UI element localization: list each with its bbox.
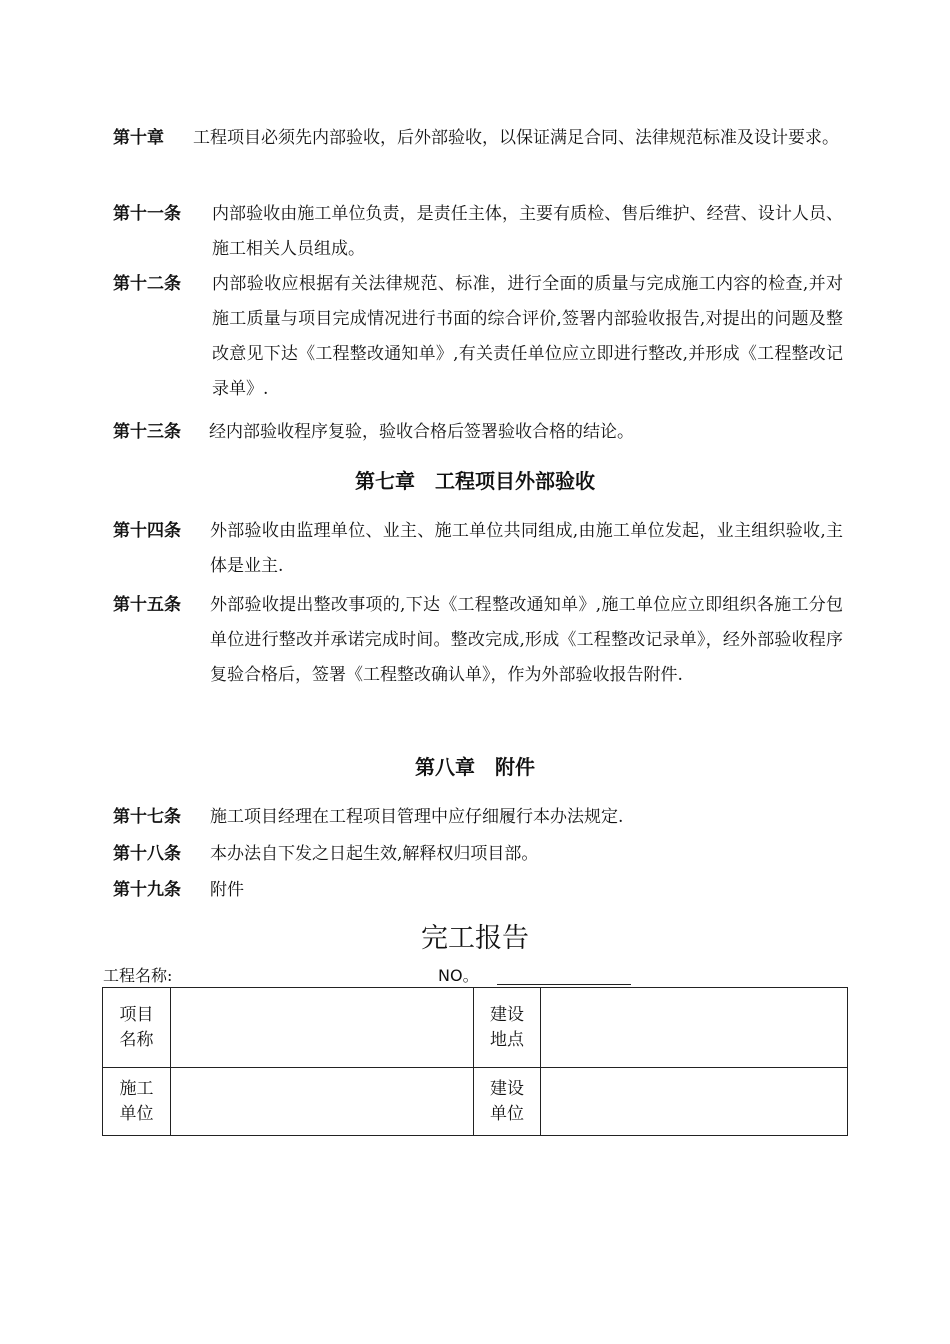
- report-number-field: [497, 984, 631, 985]
- article-label: 第十九条: [113, 880, 181, 900]
- article-12: [113, 267, 843, 407]
- table-row: [103, 1068, 848, 1136]
- cell-label: 建设 单位: [490, 1078, 524, 1124]
- cell-label: 项目 名称: [119, 1004, 154, 1050]
- cell-label: 建设 地点: [490, 1004, 524, 1050]
- article-17: [113, 800, 843, 835]
- cell-label: 施工 单位: [119, 1078, 154, 1124]
- article-label: 第十八条: [113, 844, 181, 864]
- article-13: [113, 415, 843, 450]
- article-11: [113, 197, 843, 267]
- article-text: 施工项目经理在工程项目管理中应仔细履行本办法规定.: [210, 807, 624, 827]
- project-name-label: 工程名称:: [103, 966, 173, 985]
- report-title: 完工报告: [421, 923, 529, 954]
- construction-site-value: [541, 988, 848, 1068]
- article-10: [113, 121, 843, 156]
- chapter-8-heading: 第八章 附件: [415, 755, 535, 779]
- article-18: [113, 837, 843, 872]
- chapter-7-heading: 第七章 工程项目外部验收: [355, 469, 595, 493]
- project-name-header: [103, 988, 171, 1068]
- article-19: [113, 873, 843, 908]
- article-text: 工程项目必须先内部验收，后外部验收，以保证满足合同、法律规范标准及设计要求。: [193, 128, 839, 148]
- article-label: 第十章: [113, 128, 164, 148]
- article-label: 第十四条: [113, 521, 181, 541]
- project-name-value: [171, 988, 474, 1068]
- contractor-value: [171, 1068, 474, 1136]
- construction-site-header: [474, 988, 541, 1068]
- report-number-label: NO。: [438, 966, 479, 985]
- article-text: 本办法自下发之日起生效,解释权归项目部。: [210, 844, 539, 864]
- report-table: [102, 987, 848, 1136]
- article-label: 第十七条: [113, 807, 181, 827]
- article-label: 第十五条: [113, 595, 181, 615]
- article-label: 第十二条: [113, 274, 181, 294]
- article-text: 内部验收由施工单位负责，是责任主体，主要有质检、售后维护、经营、设计人员、施工相关人员组成。: [212, 204, 843, 259]
- article-text: 内部验收应根据有关法律规范、标准，进行全面的质量与完成施工内容的检查,并对施工质量与项目完成情况进行书面的综合评价,签署内部验收报告,对提出的问题及整改意见下达《工程整改通知单》,有关责任单位应立即进行整改,并形成《工程整改记录单》.: [212, 274, 843, 399]
- article-text: 附件: [210, 880, 244, 900]
- article-text: 外部验收由监理单位、业主、施工单位共同组成,由施工单位发起，业主组织验收,主体是业主.: [210, 521, 843, 576]
- article-label: 第十一条: [113, 204, 181, 224]
- article-14: [113, 514, 843, 584]
- contractor-header: [103, 1068, 171, 1136]
- client-value: [541, 1068, 848, 1136]
- article-label: 第十三条: [113, 422, 181, 442]
- article-15: [113, 588, 843, 693]
- table-row: [103, 988, 848, 1068]
- article-text: 经内部验收程序复验，验收合格后签署验收合格的结论。: [209, 422, 634, 442]
- article-text: 外部验收提出整改事项的,下达《工程整改通知单》,施工单位应立即组织各施工分包单位进行整改并承诺完成时间。整改完成,形成《工程整改记录单》，经外部验收程序复验合格后，签署《工程整改确认单》，作为外部验收报告附件.: [210, 595, 843, 685]
- client-header: [474, 1068, 541, 1136]
